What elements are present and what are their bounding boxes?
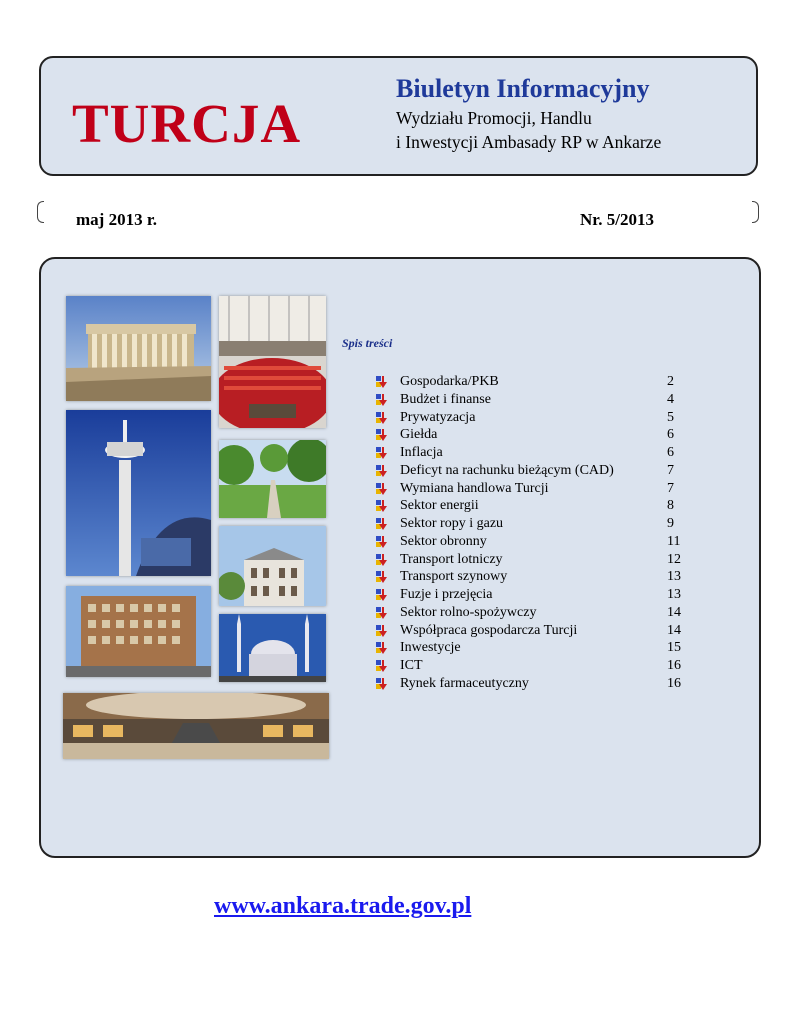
arrow-bullet-icon bbox=[376, 518, 388, 530]
toc-item-label: Współpraca gospodarcza Turcji bbox=[400, 622, 578, 638]
photo-tower bbox=[66, 410, 211, 576]
toc-item-label: Gospodarka/PKB bbox=[400, 374, 499, 389]
toc-item-page: 13 bbox=[667, 569, 681, 585]
arrow-bullet-icon bbox=[376, 429, 388, 441]
toc-item[interactable] bbox=[376, 409, 696, 427]
toc-item[interactable] bbox=[376, 657, 696, 675]
toc-item[interactable] bbox=[376, 675, 696, 693]
arrow-bullet-icon bbox=[376, 660, 388, 672]
toc-item-label: Sektor ropy i gazu bbox=[400, 516, 504, 531]
toc-item[interactable] bbox=[376, 533, 696, 551]
bulletin-title: Biuletyn Informacyjny bbox=[396, 74, 650, 103]
issue-date: maj 2013 r. bbox=[76, 210, 158, 229]
photo-park bbox=[219, 440, 326, 518]
toc-item[interactable] bbox=[376, 604, 696, 622]
toc-item[interactable] bbox=[376, 568, 696, 586]
toc-item[interactable] bbox=[376, 515, 696, 533]
arrow-bullet-icon bbox=[376, 678, 388, 690]
photo-parliament bbox=[219, 296, 326, 428]
toc-item-label: Giełda bbox=[400, 427, 438, 443]
arrow-bullet-icon bbox=[376, 589, 388, 601]
arrow-bullet-icon bbox=[376, 447, 388, 459]
toc-item-label: Inflacja bbox=[400, 445, 443, 460]
toc-item-label: Prywatyzacja bbox=[400, 409, 476, 425]
toc-item[interactable] bbox=[376, 586, 696, 604]
arrow-bullet-icon bbox=[376, 500, 388, 512]
toc-item[interactable] bbox=[376, 426, 696, 444]
toc-heading: Spis treści bbox=[342, 336, 393, 350]
arrow-bullet-icon bbox=[376, 607, 388, 619]
toc-item[interactable] bbox=[376, 480, 696, 498]
toc-item-label: Fuzje i przejęcia bbox=[400, 587, 493, 602]
issue-number: Nr. 5/2013 bbox=[580, 210, 654, 229]
toc-item-page: 6 bbox=[667, 445, 674, 460]
subtitle-line-1: Wydziału Promocji, Handlu bbox=[396, 108, 592, 128]
toc-item[interactable] bbox=[376, 497, 696, 515]
toc-item[interactable] bbox=[376, 462, 696, 480]
toc-item-page: 4 bbox=[667, 391, 674, 407]
toc-item-page: 6 bbox=[667, 427, 674, 443]
left-bracket bbox=[37, 201, 44, 223]
arrow-bullet-icon bbox=[376, 625, 388, 637]
subtitle-line-2: i Inwestycji Ambasady RP w Ankarze bbox=[396, 132, 662, 152]
arrow-bullet-icon bbox=[376, 483, 388, 495]
toc-item[interactable] bbox=[376, 639, 696, 657]
toc-item-label: Transport lotniczy bbox=[400, 551, 503, 567]
photo-mosque bbox=[219, 614, 326, 682]
toc-item-page: 14 bbox=[667, 604, 681, 620]
toc-item-page: 7 bbox=[667, 462, 674, 478]
arrow-bullet-icon bbox=[376, 642, 388, 654]
toc-item-label: Deficyt na rachunku bieżącym (CAD) bbox=[400, 462, 614, 478]
arrow-bullet-icon bbox=[376, 571, 388, 583]
toc-item[interactable] bbox=[376, 622, 696, 640]
photo-building bbox=[219, 526, 326, 606]
table-of-contents bbox=[376, 373, 696, 693]
toc-item-page: 15 bbox=[667, 640, 681, 656]
toc-item-label: Transport szynowy bbox=[400, 569, 508, 585]
arrow-bullet-icon bbox=[376, 465, 388, 477]
toc-item-label: Inwestycje bbox=[400, 640, 461, 656]
arrow-bullet-icon bbox=[376, 394, 388, 406]
toc-item-label: Sektor obronny bbox=[400, 533, 487, 549]
toc-item-label: Sektor energii bbox=[400, 498, 479, 514]
toc-item[interactable] bbox=[376, 391, 696, 409]
photo-mausoleum bbox=[66, 296, 211, 401]
toc-item-page: 16 bbox=[667, 658, 681, 673]
photo-hotel bbox=[66, 586, 211, 677]
arrow-bullet-icon bbox=[376, 536, 388, 548]
toc-item-label: Budżet i finanse bbox=[400, 391, 491, 407]
toc-item-page: 12 bbox=[667, 551, 681, 567]
toc-item[interactable] bbox=[376, 373, 696, 391]
right-bracket bbox=[752, 201, 759, 223]
toc-item-page: 16 bbox=[667, 675, 681, 691]
toc-item-label: ICT bbox=[400, 658, 423, 673]
toc-item-label: Wymiana handlowa Turcji bbox=[400, 480, 549, 496]
toc-item-page: 8 bbox=[667, 498, 674, 514]
toc-item[interactable] bbox=[376, 444, 696, 462]
website-link[interactable]: www.ankara.trade.gov.pl bbox=[214, 893, 472, 919]
toc-item-page: 13 bbox=[667, 587, 681, 602]
arrow-bullet-icon bbox=[376, 554, 388, 566]
arrow-bullet-icon bbox=[376, 412, 388, 424]
toc-item-label: Sektor rolno-spożywczy bbox=[400, 604, 537, 620]
toc-item-label: Rynek farmaceutyczny bbox=[400, 675, 529, 691]
toc-item-page: 14 bbox=[667, 622, 681, 638]
toc-item-page: 9 bbox=[667, 516, 674, 531]
toc-item-page: 11 bbox=[667, 533, 681, 549]
arrow-bullet-icon bbox=[376, 376, 388, 388]
toc-item-page: 2 bbox=[667, 374, 674, 389]
toc-item[interactable] bbox=[376, 551, 696, 569]
toc-item-page: 7 bbox=[667, 480, 674, 496]
toc-item-page: 5 bbox=[667, 409, 674, 425]
photo-mall bbox=[63, 693, 329, 759]
publication-title: TURCJA bbox=[72, 93, 302, 154]
